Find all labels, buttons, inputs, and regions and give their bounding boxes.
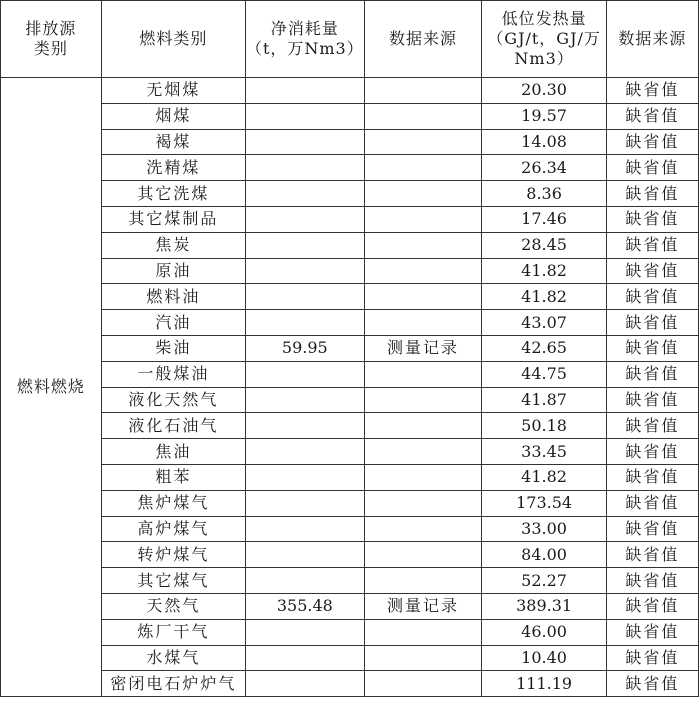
table-row (1, 129, 699, 155)
net-consumption-cell (245, 464, 364, 490)
consumption-source-cell (364, 129, 482, 155)
net-consumption-cell (245, 645, 364, 671)
calorific-value-cell: 84.00 (482, 542, 606, 568)
consumption-source-cell: 测量记录 (364, 335, 482, 361)
consumption-source-cell (364, 464, 482, 490)
table-row (1, 361, 699, 387)
net-consumption-cell (245, 206, 364, 232)
calorific-value-cell: 44.75 (482, 361, 606, 387)
calorific-value-cell: 42.65 (482, 335, 606, 361)
calorific-source-cell: 缺省值 (606, 181, 698, 207)
fuel-type-cell: 炼厂干气 (101, 619, 245, 645)
table-row (1, 516, 699, 542)
table-row (1, 181, 699, 207)
table-row (1, 619, 699, 645)
calorific-value-cell: 33.00 (482, 516, 606, 542)
calorific-source-cell: 缺省值 (606, 568, 698, 594)
fuel-type-cell: 液化石油气 (101, 413, 245, 439)
calorific-source-cell: 缺省值 (606, 645, 698, 671)
fuel-type-cell: 高炉煤气 (101, 516, 245, 542)
table-row (1, 568, 699, 594)
consumption-source-cell (364, 671, 482, 697)
fuel-type-cell: 其它煤制品 (101, 206, 245, 232)
table-row (1, 310, 699, 336)
consumption-source-cell (364, 542, 482, 568)
fuel-type-cell: 转炉煤气 (101, 542, 245, 568)
net-consumption-cell (245, 103, 364, 129)
consumption-source-cell (364, 155, 482, 181)
calorific-value-cell: 20.30 (482, 78, 606, 104)
consumption-source-cell (364, 439, 482, 465)
table-row (1, 671, 699, 697)
header-fuel-type: 燃料类别 (101, 1, 245, 78)
calorific-value-cell: 14.08 (482, 129, 606, 155)
calorific-source-cell: 缺省值 (606, 78, 698, 104)
consumption-source-cell (364, 619, 482, 645)
fuel-type-cell: 粗苯 (101, 464, 245, 490)
calorific-value-cell: 10.40 (482, 645, 606, 671)
fuel-type-cell: 褐煤 (101, 129, 245, 155)
consumption-source-cell (364, 387, 482, 413)
net-consumption-cell (245, 232, 364, 258)
consumption-source-cell (364, 568, 482, 594)
table-row (1, 413, 699, 439)
net-consumption-cell (245, 516, 364, 542)
consumption-source-cell (364, 645, 482, 671)
calorific-value-cell: 28.45 (482, 232, 606, 258)
fuel-type-cell: 燃料油 (101, 284, 245, 310)
fuel-type-cell: 无烟煤 (101, 78, 245, 104)
table-row (1, 387, 699, 413)
table-row (1, 593, 699, 619)
calorific-source-cell: 缺省值 (606, 464, 698, 490)
net-consumption-cell (245, 671, 364, 697)
consumption-source-cell (364, 413, 482, 439)
calorific-value-cell: 46.00 (482, 619, 606, 645)
fuel-type-cell: 焦油 (101, 439, 245, 465)
header-net-consumption: 净消耗量 （t，万Nm3） (245, 1, 364, 78)
consumption-source-cell (364, 181, 482, 207)
emission-source-category-cell: 燃料燃烧 (1, 78, 102, 697)
net-consumption-cell (245, 361, 364, 387)
table-row (1, 155, 699, 181)
net-consumption-cell (245, 490, 364, 516)
net-consumption-cell: 355.48 (245, 593, 364, 619)
header-emission-source-category: 排放源 类别 (1, 1, 102, 78)
net-consumption-cell (245, 387, 364, 413)
fuel-type-cell: 其它煤气 (101, 568, 245, 594)
calorific-source-cell: 缺省值 (606, 413, 698, 439)
net-consumption-cell (245, 284, 364, 310)
net-consumption-cell (245, 542, 364, 568)
calorific-value-cell: 19.57 (482, 103, 606, 129)
fuel-type-cell: 液化天然气 (101, 387, 245, 413)
fuel-type-cell: 密闭电石炉炉气 (101, 671, 245, 697)
calorific-value-cell: 8.36 (482, 181, 606, 207)
net-consumption-cell (245, 129, 364, 155)
net-consumption-cell (245, 155, 364, 181)
net-consumption-cell (245, 413, 364, 439)
fuel-type-cell: 水煤气 (101, 645, 245, 671)
table-row (1, 78, 699, 104)
table-row (1, 490, 699, 516)
header-data-source: 数据来源 (364, 1, 482, 78)
consumption-source-cell (364, 258, 482, 284)
calorific-source-cell: 缺省值 (606, 671, 698, 697)
fuel-type-cell: 焦炉煤气 (101, 490, 245, 516)
fuel-type-cell: 一般煤油 (101, 361, 245, 387)
table-row (1, 103, 699, 129)
net-consumption-cell (245, 181, 364, 207)
calorific-source-cell: 缺省值 (606, 516, 698, 542)
table-row (1, 232, 699, 258)
calorific-source-cell: 缺省值 (606, 387, 698, 413)
calorific-value-cell: 173.54 (482, 490, 606, 516)
header-row (1, 1, 699, 78)
calorific-value-cell: 33.45 (482, 439, 606, 465)
calorific-value-cell: 111.19 (482, 671, 606, 697)
consumption-source-cell (364, 284, 482, 310)
consumption-source-cell (364, 206, 482, 232)
fuel-type-cell: 柴油 (101, 335, 245, 361)
calorific-source-cell: 缺省值 (606, 439, 698, 465)
calorific-value-cell: 389.31 (482, 593, 606, 619)
consumption-source-cell (364, 78, 482, 104)
fuel-type-cell: 原油 (101, 258, 245, 284)
net-consumption-cell (245, 310, 364, 336)
fuel-type-cell: 焦炭 (101, 232, 245, 258)
calorific-value-cell: 50.18 (482, 413, 606, 439)
calorific-value-cell: 41.82 (482, 258, 606, 284)
net-consumption-cell (245, 568, 364, 594)
table-row (1, 284, 699, 310)
net-consumption-cell (245, 258, 364, 284)
consumption-source-cell (364, 490, 482, 516)
header-low-calorific-value: 低位发热量 （GJ/t，GJ/万 Nm3） (482, 1, 606, 78)
calorific-source-cell: 缺省值 (606, 232, 698, 258)
calorific-source-cell: 缺省值 (606, 619, 698, 645)
calorific-value-cell: 52.27 (482, 568, 606, 594)
calorific-source-cell: 缺省值 (606, 490, 698, 516)
consumption-source-cell (364, 516, 482, 542)
calorific-source-cell: 缺省值 (606, 335, 698, 361)
calorific-source-cell: 缺省值 (606, 103, 698, 129)
consumption-source-cell (364, 361, 482, 387)
calorific-value-cell: 41.87 (482, 387, 606, 413)
calorific-source-cell: 缺省值 (606, 310, 698, 336)
calorific-source-cell: 缺省值 (606, 206, 698, 232)
table-row (1, 645, 699, 671)
calorific-source-cell: 缺省值 (606, 155, 698, 181)
fuel-type-cell: 其它洗煤 (101, 181, 245, 207)
consumption-source-cell: 测量记录 (364, 593, 482, 619)
calorific-source-cell: 缺省值 (606, 542, 698, 568)
calorific-value-cell: 41.82 (482, 464, 606, 490)
fuel-type-cell: 汽油 (101, 310, 245, 336)
fuel-type-cell: 烟煤 (101, 103, 245, 129)
net-consumption-cell (245, 439, 364, 465)
calorific-value-cell: 43.07 (482, 310, 606, 336)
net-consumption-cell: 59.95 (245, 335, 364, 361)
calorific-source-cell: 缺省值 (606, 361, 698, 387)
calorific-source-cell: 缺省值 (606, 129, 698, 155)
calorific-source-cell: 缺省值 (606, 258, 698, 284)
consumption-source-cell (364, 310, 482, 336)
calorific-source-cell: 缺省值 (606, 593, 698, 619)
net-consumption-cell (245, 78, 364, 104)
table-row (1, 464, 699, 490)
calorific-value-cell: 17.46 (482, 206, 606, 232)
table-row (1, 542, 699, 568)
consumption-source-cell (364, 103, 482, 129)
table-row (1, 206, 699, 232)
calorific-source-cell: 缺省值 (606, 284, 698, 310)
fuel-type-cell: 天然气 (101, 593, 245, 619)
fuel-type-cell: 洗精煤 (101, 155, 245, 181)
calorific-value-cell: 41.82 (482, 284, 606, 310)
table-row (1, 335, 699, 361)
header-calorific-data-source: 数据来源 (606, 1, 698, 78)
table-row (1, 258, 699, 284)
calorific-value-cell: 26.34 (482, 155, 606, 181)
table-row (1, 439, 699, 465)
consumption-source-cell (364, 232, 482, 258)
net-consumption-cell (245, 619, 364, 645)
